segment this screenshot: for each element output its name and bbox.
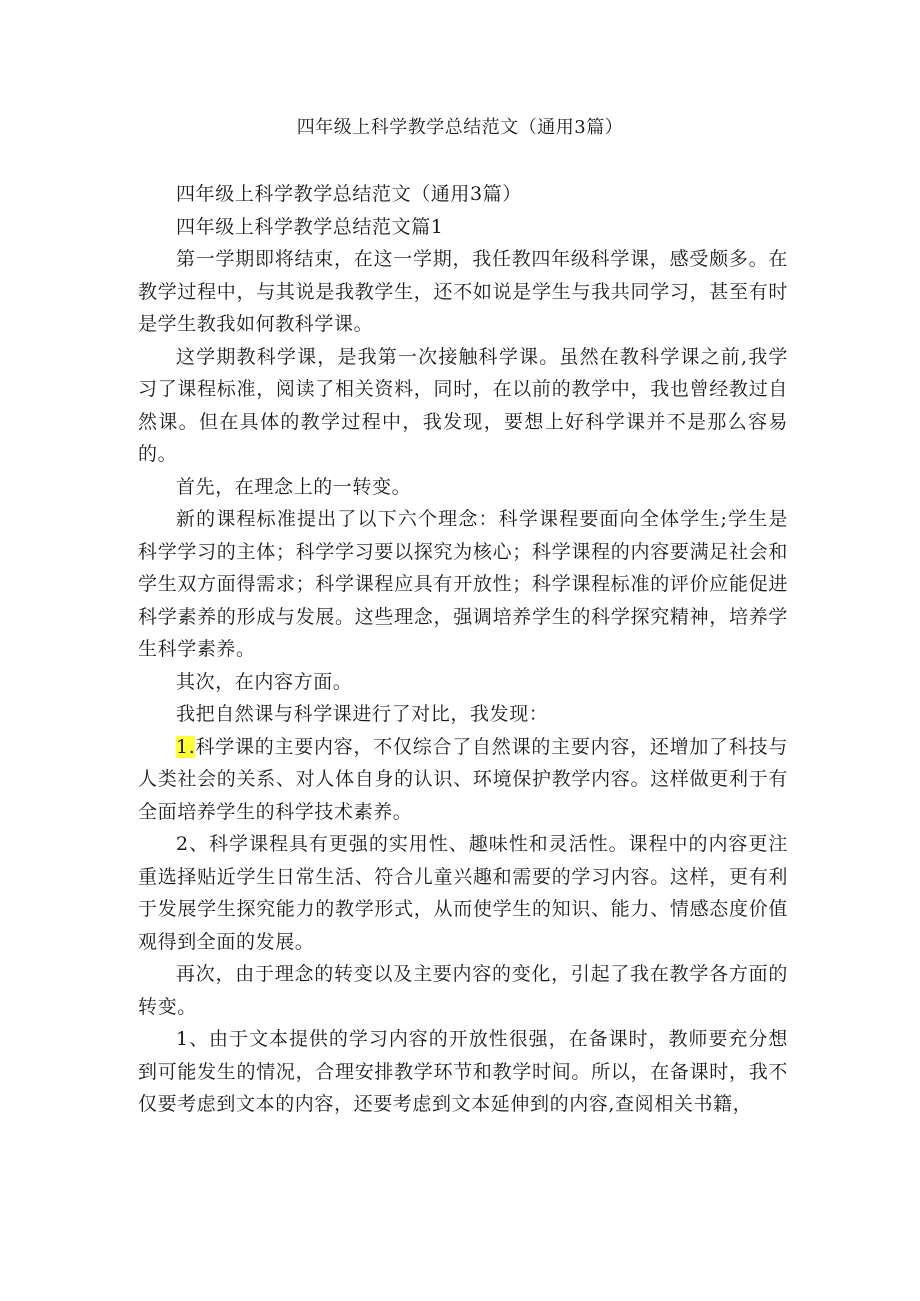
- body-paragraph: 再次，由于理念的转变以及主要内容的变化，引起了我在教学各方面的转变。: [138, 963, 788, 1018]
- list-item-text: 科学课的主要内容，不仅综合了自然课的主要内容，还增加了科技与人类社会的关系、对人体自身的认识、环境保护教学内容。这样做更利于有全面培养学生的科学技术素养。: [138, 735, 788, 823]
- list-item: 1、由于文本提供的学习内容的开放性很强，在备课时，教师要充分想到可能发生的情况，合理安排教学环节和教学时间。所以，在备课时，我不仅要考虑到文本的内容，还要考虑到文本延伸到的内容,查阅相关书籍，: [138, 1028, 788, 1115]
- body-paragraph: 这学期教科学课，是我第一次接触科学课。虽然在教科学课之前,我学习了课程标准，阅读了相关资料，同时，在以前的教学中，我也曾经教过自然课。但在具体的教学过程中，我发现，要想上好科学课并不是那么容易的。: [138, 345, 788, 465]
- body-paragraph: 第一学期即将结束，在这一学期，我任教四年级科学课，感受颇多。在教学过程中，与其说是我教学生，还不如说是学生与我共同学习，甚至有时是学生教我如何教科学课。: [138, 248, 788, 335]
- body-paragraph: 新的课程标准提出了以下六个理念：科学课程要面向全体学生;学生是科学学习的主体；科学学习要以探究为核心；科学课程的内容要满足社会和学生双方面得需求；科学课程应具有开放性；科学课程标准的评价应能促进科学素养的形成与发展。这些理念，强调培养学生的科学探究精神，培养学生科学素养。: [138, 508, 788, 660]
- document-title: 四年级上科学教学总结范文（通用3篇）: [296, 117, 624, 138]
- highlighted-item-number: 1.: [176, 735, 196, 758]
- body-paragraph: 其次，在内容方面。: [176, 670, 353, 693]
- body-paragraph: 四年级上科学教学总结范文（通用3篇）: [176, 183, 522, 205]
- section-heading: 四年级上科学教学总结范文篇1: [176, 215, 444, 238]
- body-paragraph: 首先，在理念上的一转变。: [176, 475, 412, 498]
- list-item-1: [138, 731, 788, 829]
- list-item-2: 2、科学课程具有更强的实用性、趣味性和灵活性。课程中的内容更注重选择贴近学生日常生活、符合儿童兴趣和需要的学习内容。这样，更有利于发展学生探究能力的教学形式，从而使学生的知识、能力、情感态度价值观得到全面的发展。: [138, 833, 788, 953]
- document-body: [138, 178, 788, 1121]
- body-paragraph: 我把自然课与科学课进行了对比，我发现：: [176, 703, 549, 725]
